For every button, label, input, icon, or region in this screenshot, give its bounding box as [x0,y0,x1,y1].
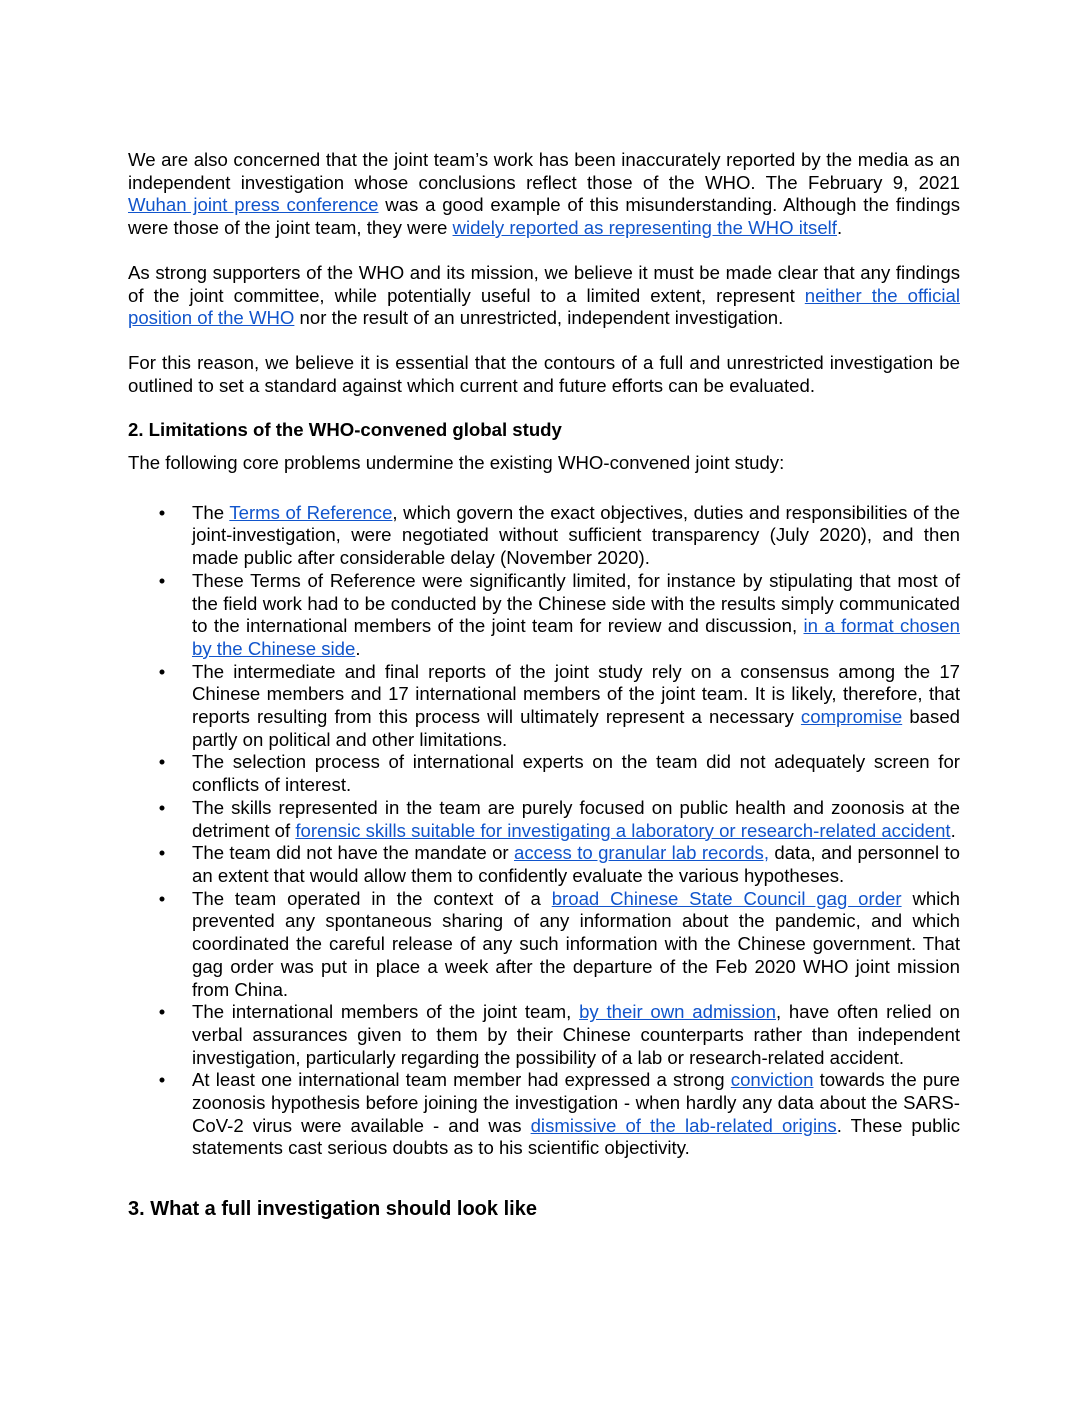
link-wuhan-press-conference[interactable]: Wuhan joint press conference [128,194,379,216]
list-item: • The team did not have the mandate or access to granular lab records, data, and personnel to an extent that would allow them to confidently evaluate the various hypotheses. [128,842,960,887]
link-forensic-skills[interactable]: forensic skills suitable for investigating a laboratory or research-related accident [295,819,951,841]
list-item: • The international members of the joint team, by their own admission, have often relied on verbal assurances given to them by their Chinese counterparts rather than independent investigation, particularly regarding the possibility of a lab or research-related accident. [128,1001,960,1069]
section-2-intro: The following core problems undermine the existing WHO-convened joint study: [128,452,785,474]
list-item: • The intermediate and final reports of the joint study rely on a consensus among the 17 Chinese members and 17 international members of the joint team. It is likely, therefore, that reports resulting from this process will ultimately represent a necessary compromise based partly on political and other limitations. [128,661,960,752]
link-dismissive-lab-origins[interactable]: dismissive of the lab-related origins [530,1114,837,1136]
list-item: • At least one international team member had expressed a strong conviction towards the pure zoonosis hypothesis before joining the investigation - when hardly any data about the SARS-CoV-2 virus were available - and was dismissive of the lab-related origins. These public statements cast serious doubts as to his scientific objectivity. [128,1069,960,1160]
link-own-admission[interactable]: by their own admission [579,1001,776,1023]
list-item: • The team operated in the context of a broad Chinese State Council gag order which prevented any spontaneous sharing of any information about the pandemic, and which coordinated the careful release of any such information with the Chinese government. That gag order was put in place a week after the departure of the Feb 2020 WHO joint mission from China. [128,888,960,1002]
link-official-position[interactable]: neither the official position of the WHO [128,284,960,329]
bullet-icon: • [158,751,166,773]
list-item: • The selection process of international experts on the team did not adequately screen for conflicts of interest. [128,751,960,796]
bullet-icon: • [158,569,166,591]
paragraph-supporters: As strong supporters of the WHO and its mission, we believe it must be made clear that any findings of the joint committee, while potentially useful to a limited extent, represent neither the official position of the WHO nor the result of an unrestricted, independent investigation. [128,261,960,329]
limitations-list [128,502,960,1160]
bullet-icon: • [158,660,166,682]
paragraph-reason: For this reason, we believe it is essential that the contours of a full and unrestricted investigation be outlined to set a standard against which current and future efforts can be evaluated. [128,351,960,396]
document-page [128,149,960,1221]
link-terms-of-reference[interactable]: Terms of Reference [229,501,393,523]
bullet-icon: • [158,501,166,523]
link-granular-lab-records[interactable]: access to granular lab records, [513,842,769,864]
bullet-icon: • [158,796,166,818]
section-2-heading: 2. Limitations of the WHO-convened global study [128,419,562,441]
bullet-icon: • [158,1001,166,1023]
list-item: • The Terms of Reference, which govern the exact objectives, duties and responsibilities of the joint-investigation, were negotiated without sufficient transparency (July 2020), and then made public after considerable delay (November 2020). [128,502,960,570]
list-item: • These Terms of Reference were significantly limited, for instance by stipulating that most of the field work had to be conducted by the Chinese side with the results simply communicated to the international members of the joint team for review and discussion, in a format chosen by the Chinese side. [128,570,960,661]
section-3-heading: 3. What a full investigation should look like [128,1198,537,1221]
link-compromise[interactable]: compromise [800,706,903,728]
link-who-itself[interactable]: widely reported as representing the WHO itself [452,217,837,239]
bullet-icon: • [158,887,166,909]
paragraph-media-concern: We are also concerned that the joint team’s work has been inaccurately reported by the media as an independent investigation whose conclusions reflect those of the WHO. The February 9, 2021 Wuhan joint press conference was a good example of this misunderstanding. Although the findings were those of the joint team, they were widely reported as representing the WHO itself. [128,149,960,239]
link-gag-order[interactable]: broad Chinese State Council gag order [551,887,902,909]
list-item: • The skills represented in the team are purely focused on public health and zoonosis at the detriment of forensic skills suitable for investigating a laboratory or research-related accident. [128,797,960,842]
bullet-icon: • [158,1069,166,1091]
bullet-icon: • [158,842,166,864]
link-format-chinese-side[interactable]: in a format chosen by the Chinese side [192,615,960,659]
link-conviction[interactable]: conviction [730,1069,814,1091]
